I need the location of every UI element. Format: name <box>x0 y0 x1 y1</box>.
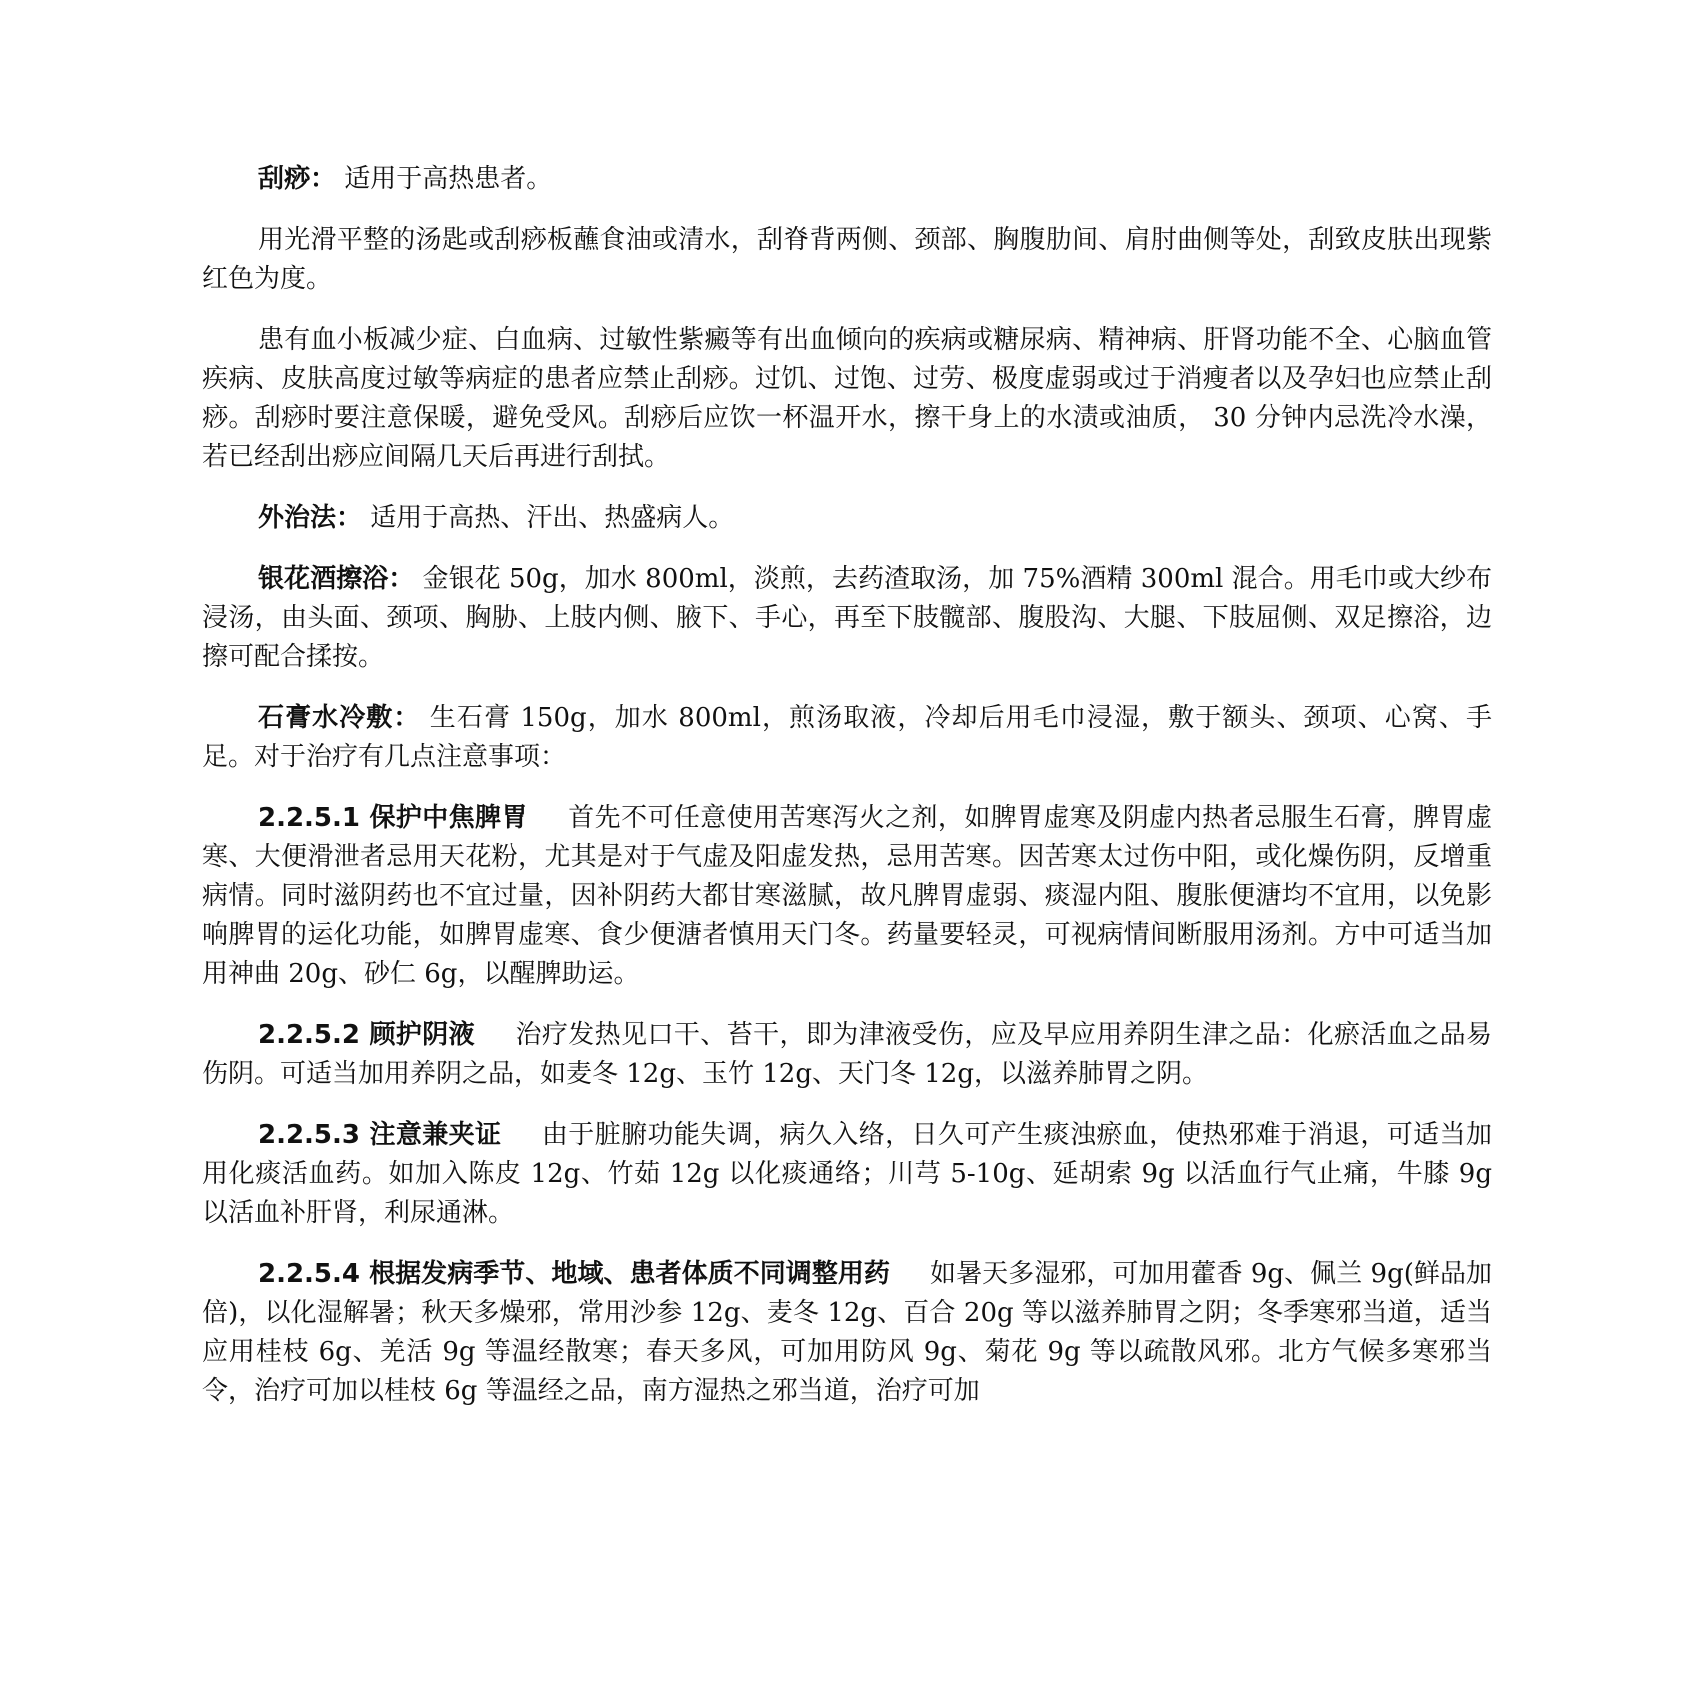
paragraph-text: 由于脏腑功能失调，病久入络，日久可产生痰浊瘀血，使热邪难于消退，可适当加用化痰活血药。如加入陈皮 12g、竹茹 12g 以化痰通络；川芎 5-10g、延胡索 9g 以活血行气止痛，牛膝 9g 以活血补肝肾，利尿通淋。 <box>202 1120 1492 1228</box>
paragraph-text: 适用于高热、汗出、热盛病人。 <box>362 503 735 533</box>
paragraph-heading: 银花酒擦浴： <box>258 564 415 594</box>
paragraph-text: 首先不可任意使用苦寒泻火之剂，如脾胃虚寒及阴虚内热者忌服生石膏，脾胃虚寒、大便滑泄者忌用天花粉，尤其是对于气虚及阳虚发热，忌用苦寒。因苦寒太过伤中阳，或化燥伤阴，反增重病情。同时滋阴药也不宜过量，因补阴药大都甘寒滋腻，故凡脾胃虚弱、痰湿内阻、腹胀便溏均不宜用，以免影响脾胃的运化功能，如脾胃虚寒、食少便溏者慎用天门冬。药量要轻灵，可视病情间断服用汤剂。方中可适当加用神曲 20g、砂仁 6g，以醒脾助运。 <box>202 803 1492 989</box>
paragraph-text: 适用于高热患者。 <box>336 164 553 194</box>
section-heading: 2.2.5.2 顾护阴液 <box>258 1020 476 1050</box>
paragraph-heading: 刮痧： <box>258 164 337 194</box>
document-page <box>202 160 1492 1433</box>
paragraph-section-2-2-5-2 <box>202 1016 1492 1094</box>
section-heading: 2.2.5.3 注意兼夹证 <box>258 1120 502 1150</box>
paragraph-section-2-2-5-4 <box>202 1255 1492 1411</box>
paragraph-text: 金银花 50g，加水 800ml，淡煎，去药渣取汤，加 75%酒精 300ml 混合。用毛巾或大纱布浸汤，由头面、颈项、胸胁、上肢内侧、腋下、手心，再至下肢髋部、腹股沟、大腿、下肢屈侧、双足擦浴，边擦可配合揉按。 <box>202 564 1492 672</box>
section-heading: 2.2.5.4 根据发病季节、地域、患者体质不同调整用药 <box>258 1259 890 1289</box>
paragraph-external-therapy <box>202 499 1492 538</box>
paragraph-section-2-2-5-1 <box>202 799 1492 994</box>
section-heading: 2.2.5.1 保护中焦脾胃 <box>258 803 528 833</box>
paragraph-text: 用光滑平整的汤匙或刮痧板蘸食油或清水，刮脊背两侧、颈部、胸腹肋间、肩肘曲侧等处，刮致皮肤出现紫红色为度。 <box>202 225 1492 294</box>
paragraph-heading: 外治法： <box>258 503 363 533</box>
paragraph-guasha-method <box>202 221 1492 299</box>
paragraph-text: 患有血小板减少症、白血病、过敏性紫癜等有出血倾向的疾病或糖尿病、精神病、肝肾功能不全、心脑血管疾病、皮肤高度过敏等病症的患者应禁止刮痧。过饥、过饱、过劳、极度虚弱或过于消瘦者以及孕妇也应禁止刮痧。刮痧时要注意保暖，避免受风。刮痧后应饮一杯温开水，擦干身上的水渍或油质， 30 分钟内忌洗冷水澡，若已经刮出痧应间隔几天后再进行刮拭。 <box>202 325 1492 472</box>
paragraph-text: 治疗发热见口干、苔干，即为津液受伤，应及早应用养阴生津之品：化瘀活血之品易伤阴。可适当加用养阴之品，如麦冬 12g、玉竹 12g、天门冬 12g，以滋养肺胃之阴。 <box>202 1020 1492 1089</box>
paragraph-honeysuckle-bath <box>202 560 1492 677</box>
paragraph-guasha-intro <box>202 160 1492 199</box>
paragraph-gypsum-compress <box>202 699 1492 777</box>
paragraph-guasha-contraindications <box>202 321 1492 477</box>
paragraph-heading: 石膏水冷敷： <box>258 703 421 733</box>
paragraph-text: 如暑天多湿邪，可加用藿香 9g、佩兰 9g(鲜品加倍)，以化湿解暑；秋天多燥邪，常用沙参 12g、麦冬 12g、百合 20g 等以滋养肺胃之阴；冬季寒邪当道，适当应用桂枝 6g、羌活 9g 等温经散寒；春天多风，可加用防风 9g、菊花 9g 等以疏散风邪。北方气候多寒邪当令，治疗可加以桂枝 6g 等温经之品，南方湿热之邪当道，治疗可加 <box>202 1259 1493 1406</box>
paragraph-section-2-2-5-3 <box>202 1116 1492 1233</box>
paragraph-text: 生石膏 150g，加水 800ml，煎汤取液，冷却后用毛巾浸湿，敷于额头、颈项、心窝、手足。对于治疗有几点注意事项： <box>202 703 1492 772</box>
